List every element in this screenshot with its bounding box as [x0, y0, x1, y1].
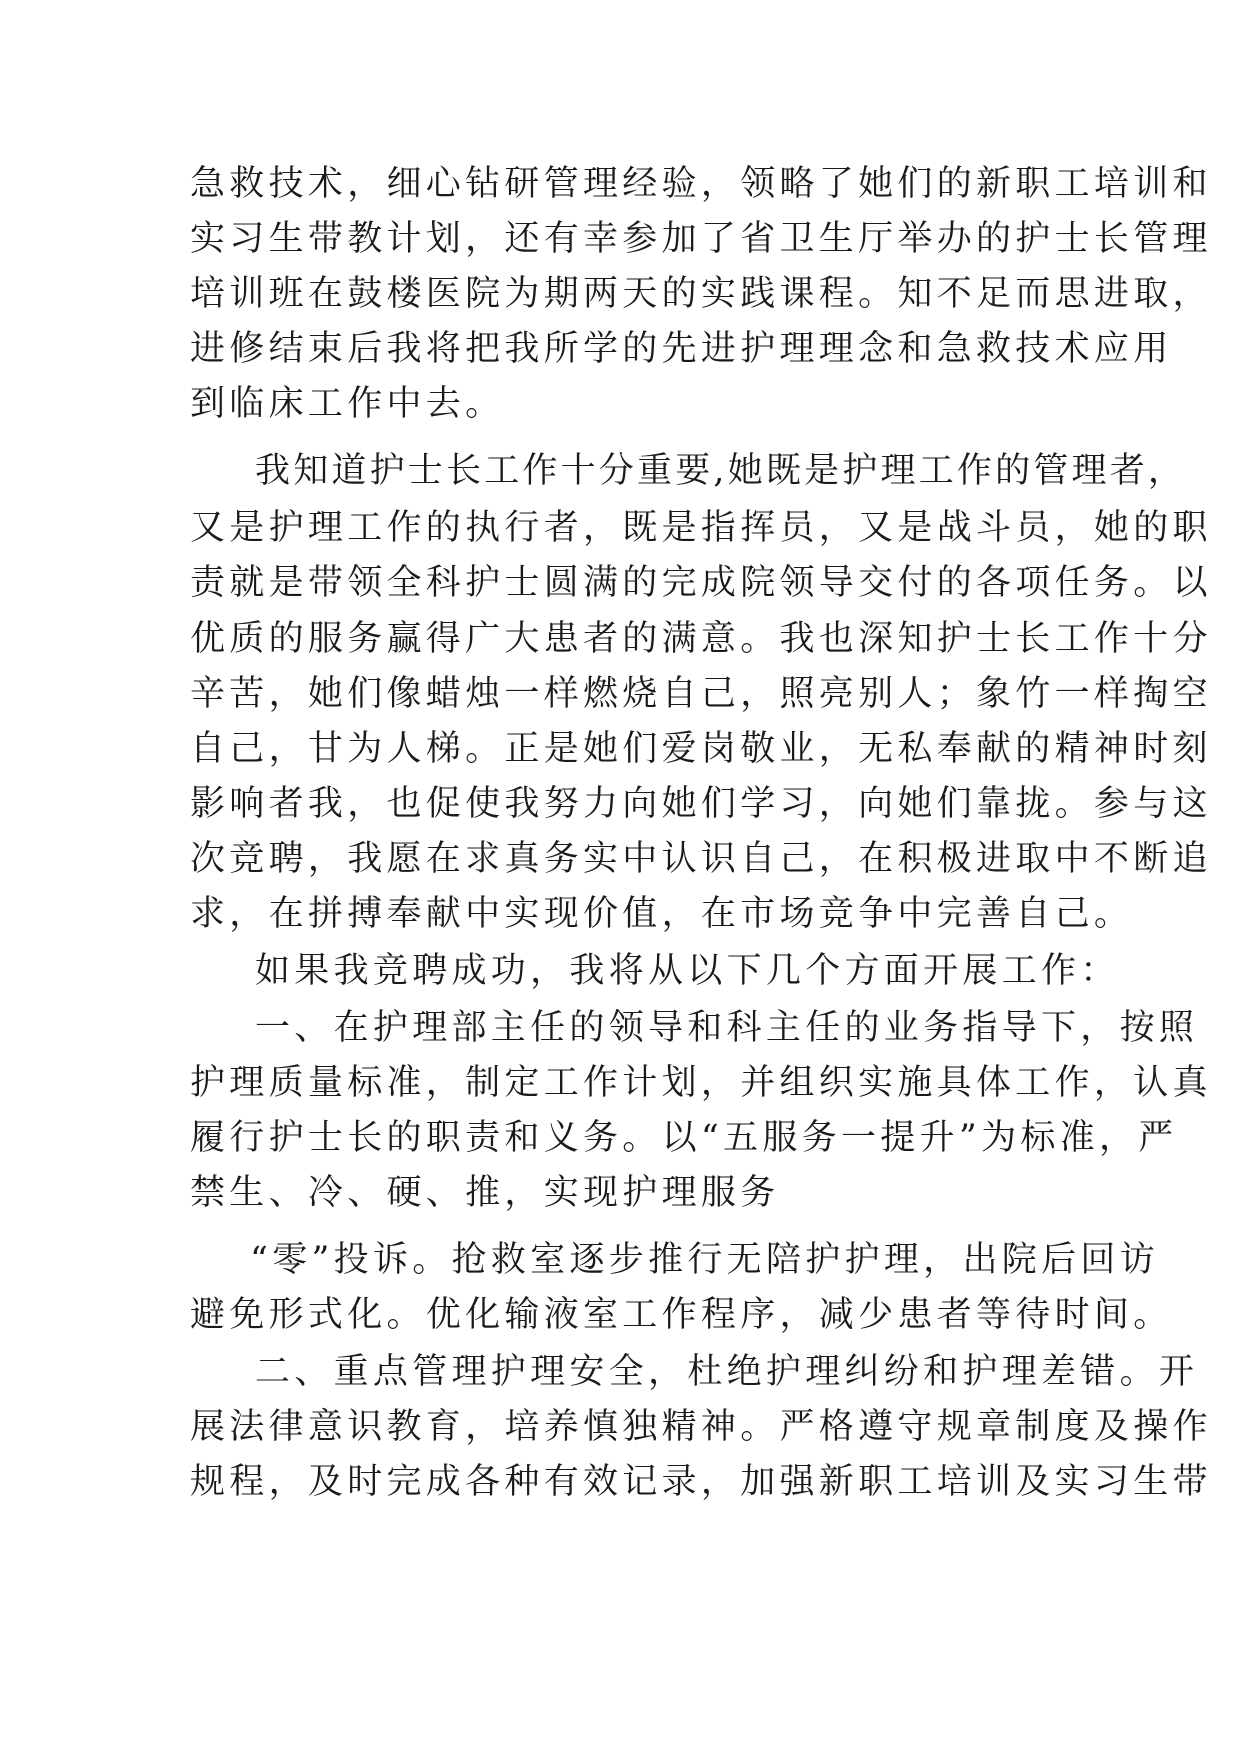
text-line: 责就是带领全科护士圆满的完成院领导交付的各项任务。以: [190, 563, 1212, 603]
text-line: “零”投诉。抢救室逐步推行无陪护护理，出院后回访: [250, 1240, 1159, 1280]
text-line: 实习生带教计划，还有幸参加了省卫生厅举办的护士长管理: [190, 219, 1212, 259]
text-line: 避免形式化。优化输液室工作程序，减少患者等待时间。: [190, 1295, 1173, 1335]
text-line: 自己，甘为人梯。正是她们爱岗敬业，无私奉献的精神时刻: [190, 729, 1212, 769]
text-line: 如果我竞聘成功，我将从以下几个方面开展工作：: [255, 951, 1120, 991]
text-line: 又是护理工作的执行者，既是指挥员，又是战斗员，她的职: [190, 508, 1212, 548]
text-line: 辛苦，她们像蜡烛一样燃烧自己，照亮别人；象竹一样掏空: [190, 674, 1212, 714]
text-line: 次竞聘，我愿在求真务实中认识自己，在积极进取中不断追: [190, 839, 1212, 879]
text-line: 展法律意识教育，培养慎独精神。严格遵守规章制度及操作: [190, 1407, 1212, 1447]
text-line: 培训班在鼓楼医院为期两天的实践课程。知不足而思进取，: [190, 274, 1212, 314]
text-line: 一、在护理部主任的领导和科主任的业务指导下，按照: [255, 1008, 1199, 1048]
text-line: 到临床工作中去。: [190, 384, 505, 424]
text-line: 二、重点管理护理安全，杜绝护理纠纷和护理差错。开: [255, 1352, 1199, 1392]
text-line: 急救技术，细心钻研管理经验，领略了她们的新职工培训和: [190, 164, 1212, 204]
text-line: 优质的服务赢得广大患者的满意。我也深知护士长工作十分: [190, 619, 1212, 659]
text-line: 护理质量标准，制定工作计划，并组织实施具体工作，认真: [190, 1063, 1212, 1103]
text-line: 影响者我，也促使我努力向她们学习，向她们靠拢。参与这: [190, 784, 1212, 824]
text-line: 我知道护士长工作十分重要,她既是护理工作的管理者，: [255, 451, 1187, 491]
text-line: 禁生、冷、硬、推，实现护理服务: [190, 1173, 780, 1213]
text-line: 履行护士长的职责和义务。以“五服务一提升”为标准，严: [190, 1118, 1178, 1158]
text-line: 进修结束后我将把我所学的先进护理理念和急救技术应用: [190, 329, 1173, 369]
text-line: 求，在拼搏奉献中实现价值，在市场竞争中完善自己。: [190, 894, 1134, 934]
text-line: 规程，及时完成各种有效记录，加强新职工培训及实习生带: [190, 1462, 1212, 1502]
